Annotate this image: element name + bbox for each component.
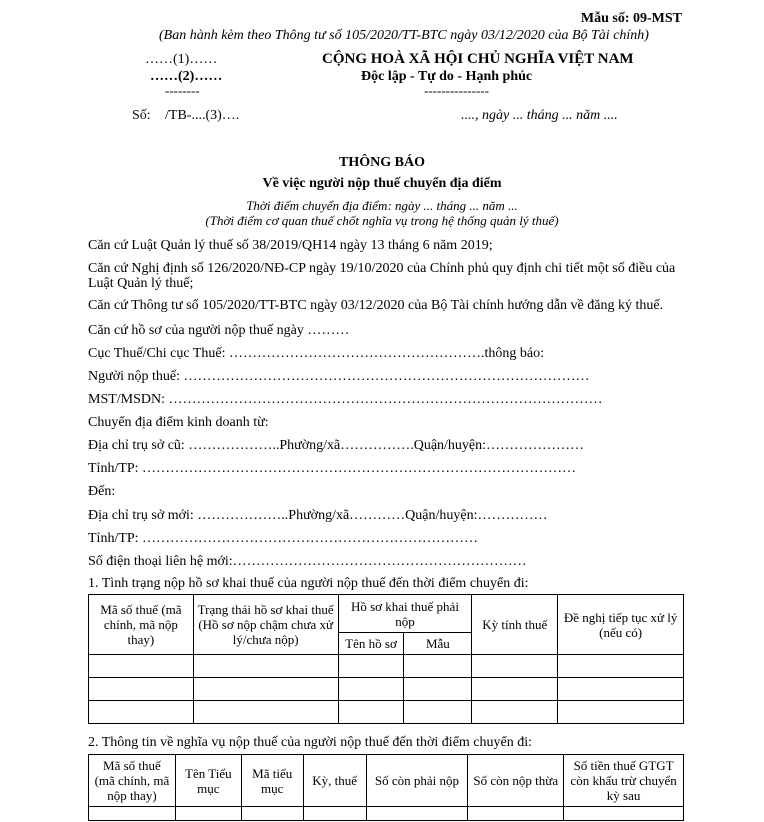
agency-line-1: ……(1)…… [145,52,218,67]
col-amount-payable: Số còn phải nộp [366,755,468,807]
old-address-field: Địa chỉ trụ sở cũ: ………………..Phường/xã…………….Quận/huyện:………………… [88,438,585,453]
old-province-field: Tỉnh/TP: ………………………………………………………………………………… [88,461,577,476]
document-number-label: Số: [132,108,151,123]
issuing-reference: (Ban hành kèm theo Thông tư số 105/2020/TT-BTC ngày 03/12/2020 của Bộ Tài chính) [159,28,649,43]
document-title: THÔNG BÁO [339,155,425,170]
moved-from-label: Chuyển địa điểm kinh doanh từ: [88,415,269,430]
move-time: Thời điểm chuyển địa điểm: ngày ... tháng ... năm ... [246,198,518,213]
motto-divider: --------------- [424,83,489,98]
document-subject: Về việc người nộp thuế chuyển địa điểm [262,176,502,191]
moved-to-label: Đến: [88,484,116,499]
legal-basis-2-cont: Luật Quản lý thuế; [88,276,194,291]
col-required-dossier: Hồ sơ khai thuế phải nộp [338,595,472,633]
legal-basis-4: Căn cứ hồ sơ của người nộp thuế ngày ……… [88,323,350,338]
col-dossier-name: Tên hồ sơ [338,633,404,655]
taxpayer-field: Người nộp thuế: …………………………………………………………………………… [88,369,590,384]
filing-status-table [88,594,684,724]
legal-basis-3: Căn cứ Thông tư số 105/2020/TT-BTC ngày 03/12/2020 của Bộ Tài chính hướng dẫn về đăng ký thuế. [88,298,664,313]
col-dossier-form: Mẫu [404,633,472,655]
document-number: /TB-....(3)…. [165,108,240,123]
table-row [89,701,684,724]
new-address-field: Địa chỉ trụ sở mới: ………………..Phường/xã…………Quận/huyện:…………… [88,508,548,523]
col-proposal: Đề nghị tiếp tục xử lý (nếu có) [558,595,684,655]
tax-obligation-table [88,754,684,821]
table-row [89,678,684,701]
nation-title: CỘNG HOÀ XÃ HỘI CHỦ NGHĨA VIỆT NAM [322,51,634,67]
nation-motto: Độc lập - Tự do - Hạnh phúc [361,69,533,84]
form-number: Mẫu số: 09-MST [580,11,682,26]
col-sub-item-code: Mã tiểu mục [241,755,303,807]
col-sub-item-name: Tên Tiểu mục [175,755,241,807]
col-vat-carryover: Số tiền thuế GTGT còn khấu trừ chuyển kỳ sau [564,755,684,807]
section-1-heading: 1. Tình trạng nộp hồ sơ khai thuế của người nộp thuế đến thời điểm chuyển đi: [88,576,529,591]
move-time-note: (Thời điểm cơ quan thuế chốt nghĩa vụ trong hệ thống quản lý thuế) [205,213,559,228]
legal-basis-2: Căn cứ Nghị định số 126/2020/NĐ-CP ngày 19/10/2020 của Chính phủ quy định chi tiết một số điều của [88,261,676,276]
agency-divider: -------- [165,83,200,98]
col-dossier-status: Trạng thái hồ sơ khai thuế (Hồ sơ nộp chậm chưa xử lý/chưa nộp) [193,595,338,655]
col-tax-code: Mã số thuế (mã chính, mã nộp thay) [89,755,176,807]
col-amount-overpaid: Số còn nộp thừa [468,755,564,807]
table-row [89,807,684,821]
document-date: ...., ngày ... tháng ... năm .... [461,108,618,123]
section-2-heading: 2. Thông tin về nghĩa vụ nộp thuế của người nộp thuế đến thời điểm chuyển đi: [88,735,533,750]
col-tax-period: Kỳ, thuế [303,755,366,807]
new-phone-field: Số điện thoại liên hệ mới:……………………………………………………… [88,554,527,569]
col-tax-code: Mã số thuế (mã chính, mã nộp thay) [89,595,194,655]
agency-line-2: ……(2)…… [150,69,223,84]
tax-id-field: MST/MSDN: ………………………………………………………………………………… [88,392,603,407]
table-row [89,655,684,678]
legal-basis-1: Căn cứ Luật Quản lý thuế số 38/2019/QH14 ngày 13 tháng 6 năm 2019; [88,238,493,253]
tax-department-field: Cục Thuế/Chi cục Thuế: ……………………………………………….thông báo: [88,346,545,361]
col-tax-period: Kỳ tính thuế [472,595,558,655]
new-province-field: Tỉnh/TP: ……………………………………………………………… [88,531,479,546]
